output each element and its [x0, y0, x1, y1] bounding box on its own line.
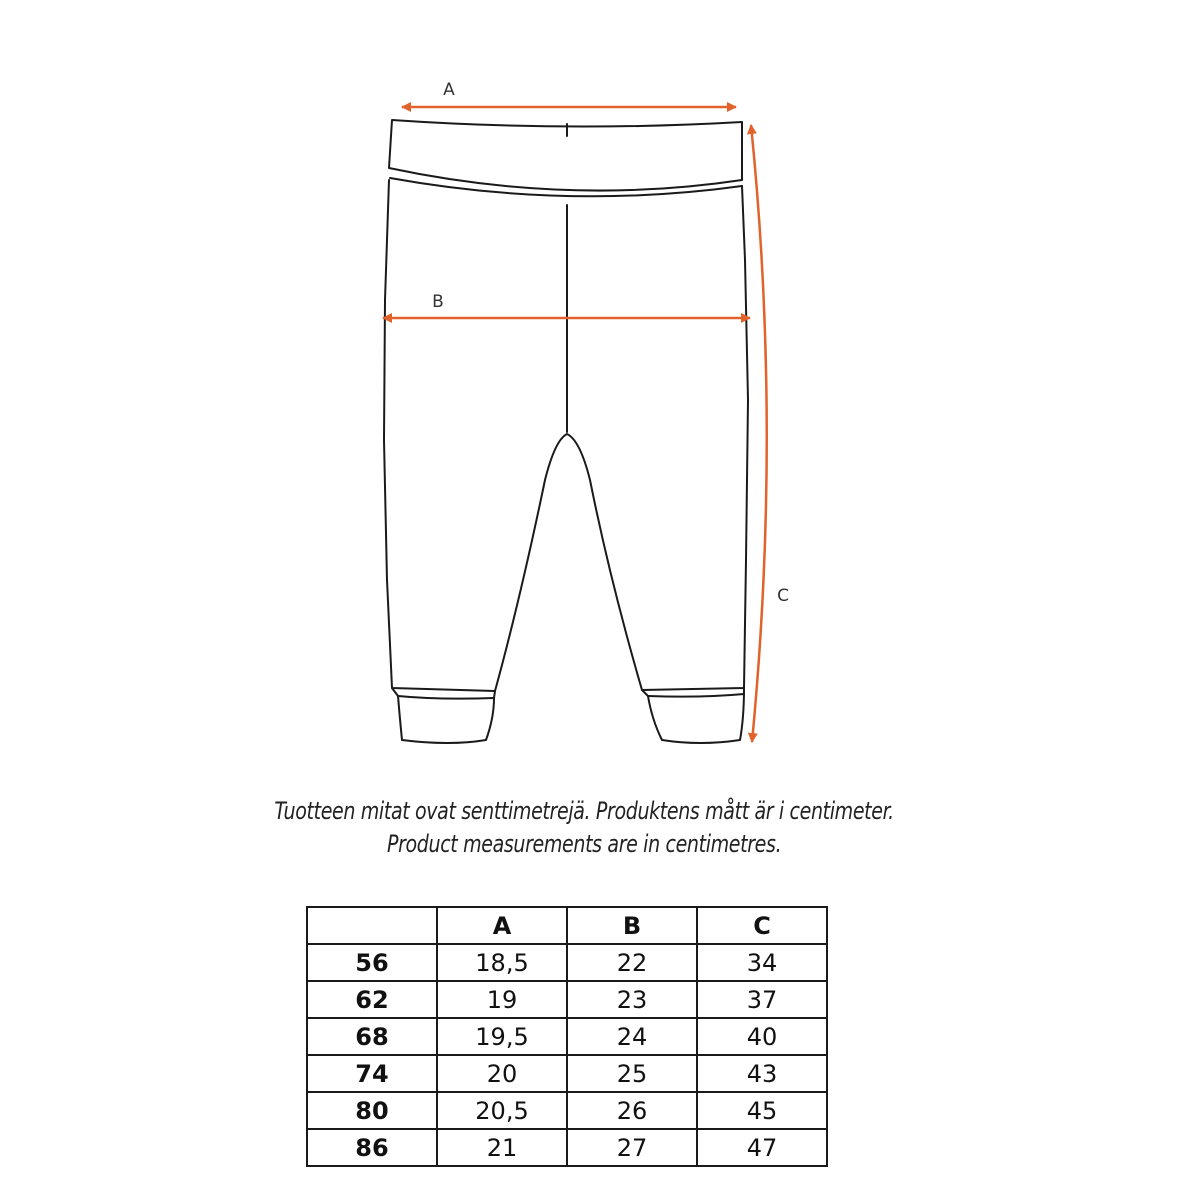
table-header-cell: C [697, 907, 827, 944]
table-cell: 47 [697, 1129, 827, 1166]
table-cell: 19,5 [437, 1018, 567, 1055]
dimension-c-label: C [777, 586, 789, 606]
table-cell: 18,5 [437, 944, 567, 981]
pants-outline [384, 120, 748, 743]
table-row [307, 1055, 827, 1092]
table-cell: 37 [697, 981, 827, 1018]
table-cell: 22 [567, 944, 697, 981]
table-header-row [307, 907, 827, 944]
size-cell: 86 [307, 1129, 437, 1166]
dimension-arrows [383, 107, 767, 742]
dimension-b-label: B [432, 292, 444, 312]
table-header-cell: A [437, 907, 567, 944]
table-row [307, 1129, 827, 1166]
waistband [389, 120, 742, 191]
table-cell: 27 [567, 1129, 697, 1166]
size-cell: 62 [307, 981, 437, 1018]
table-cell: 23 [567, 981, 697, 1018]
table-cell: 34 [697, 944, 827, 981]
table-row [307, 1092, 827, 1129]
size-cell: 68 [307, 1018, 437, 1055]
table-cell: 20 [437, 1055, 567, 1092]
table-cell: 19 [437, 981, 567, 1018]
size-cell: 56 [307, 944, 437, 981]
table-cell: 25 [567, 1055, 697, 1092]
table-row [307, 1018, 827, 1055]
table-cell: 24 [567, 1018, 697, 1055]
caption-line-2: Product measurements are in centimetres. [386, 830, 782, 858]
size-table [306, 906, 828, 1167]
table-cell: 21 [437, 1129, 567, 1166]
table-cell: 45 [697, 1092, 827, 1129]
table-cell: 26 [567, 1092, 697, 1129]
table-cell: 43 [697, 1055, 827, 1092]
table-row [307, 981, 827, 1018]
caption-line-1: Tuotteen mitat ovat senttimetrejä. Produktens mått är i centimeter. [274, 797, 894, 825]
dimension-a-label: A [443, 80, 455, 100]
table-header-cell: B [567, 907, 697, 944]
table-row [307, 944, 827, 981]
table-cell: 20,5 [437, 1092, 567, 1129]
dimension-c-arrow [751, 125, 767, 742]
size-cell: 74 [307, 1055, 437, 1092]
size-cell: 80 [307, 1092, 437, 1129]
table-cell: 40 [697, 1018, 827, 1055]
table-header-cell [307, 907, 437, 944]
